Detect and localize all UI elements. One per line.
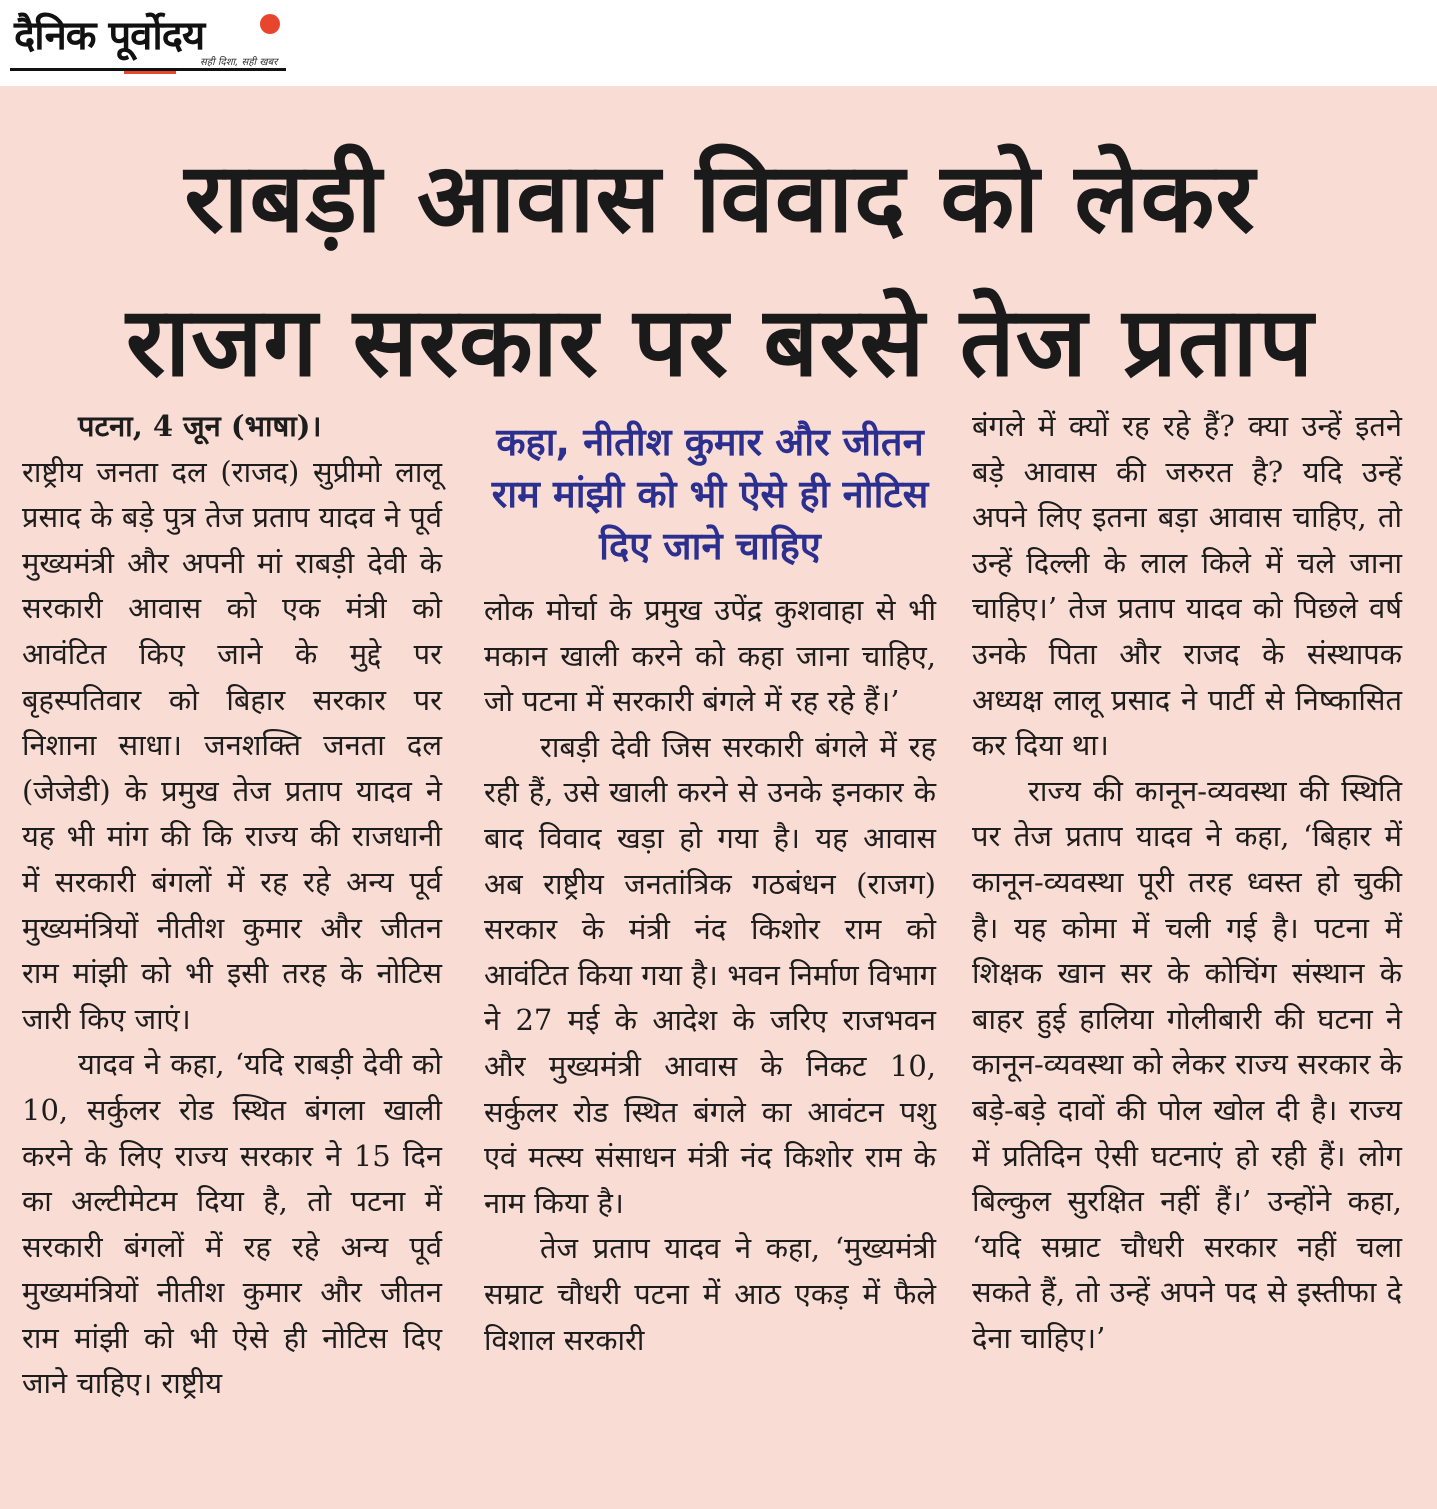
- logo-tagline: सही दिशा, सही खबर: [200, 57, 278, 68]
- dateline: पटना, 4 जून (भाषा)।: [78, 409, 322, 443]
- logo-underline-accent: [124, 71, 176, 74]
- paragraph: बंगले में क्यों रह रहे हैं? क्या उन्हें इतने बड़े आवास की जरुरत है? यदि उन्हें अपने लिए इतना बड़ा आवास चाहिए, तो उन्हें दिल्ली के लाल किले में चले जाना चाहिए।’ तेज प्रताप यादव को पिछले वर्ष उनके पिता और राजद के संस्थापक अध्यक्ष लालू प्रसाद ने पार्टी से निष्कासित कर दिया था।: [972, 409, 1402, 763]
- masthead: [0, 0, 1437, 86]
- paragraph: राबड़ी देवी जिस सरकारी बंगले में रह रही हैं, उसे खाली करने से उनके इनकार के बाद विवाद खड़ा हो गया है। यह आवास अब राष्ट्रीय जनतांत्रिक गठबंधन (राजग) सरकार के मंत्री नंद किशोर राम को आवंटित किया गया है। भवन निर्माण विभाग ने 27 मई के आदेश के जरिए राजभवन और मुख्यमंत्री आवास के निकट 10, सर्कुलर रोड स्थित बंगले का आवंटन पशु एवं मत्स्य संसाधन मंत्री नंद किशोर राम के नाम किया है।: [484, 729, 936, 1220]
- pull-quote: कहा, नीतीश कुमार और जीतन राम मांझी को भी ऐसे ही नोटिस दिए जाने चाहिए: [491, 420, 929, 568]
- headline-line-1: राबड़ी आवास विवाद को लेकर: [184, 142, 1256, 254]
- article-column-2: [484, 416, 936, 1363]
- paragraph: लोक मोर्चा के प्रमुख उपेंद्र कुशवाहा से भी मकान खाली करने को कहा जाना चाहिए, जो पटना में सरकारी बंगले में रह रहे हैं।’: [484, 593, 936, 719]
- logo-dot-icon: [260, 14, 280, 34]
- article-column-1: [22, 404, 442, 1407]
- article-page: [0, 86, 1437, 1509]
- headline: [20, 126, 1420, 414]
- paragraph: राष्ट्रीय जनता दल (राजद) सुप्रीमो लालू प्रसाद के बड़े पुत्र तेज प्रताप यादव ने पूर्व मुख्यमंत्री और अपनी मां राबड़ी देवी के सरकारी आवास को एक मंत्री को आवंटित किए जाने के मुद्दे पर बृहस्पतिवार को बिहार सरकार पर निशाना साधा। जनशक्ति जनता दल (जेजेडी) के प्रमुख तेज प्रताप यादव ने यह भी मांग की कि राज्य की राजधानी में सरकारी बंगलों में रह रहे अन्य पूर्व मुख्यमंत्रियों नीतीश कुमार और जीतन राम मांझी को भी इसी तरह के नोटिस जारी किए जाएं।: [22, 454, 442, 1036]
- newspaper-logo: दैनिक पूर्वोदय: [14, 13, 205, 59]
- paragraph: राज्य की कानून-व्यवस्था की स्थिति पर तेज प्रताप यादव ने कहा, ‘बिहार में कानून-व्यवस्था पूरी तरह ध्वस्त हो चुकी है। यह कोमा में चली गई है। पटना में शिक्षक खान सर के कोचिंग संस्थान के बाहर हुई हालिया गोलीबारी की घटना ने कानून-व्यवस्था को लेकर राज्य सरकार के बड़े-बड़े दावों की पोल खोल दी है। राज्य में प्रतिदिन ऐसी घटनाएं हो रही हैं। लोग बिल्कुल सुरक्षित नहीं हैं।’ उन्होंने कहा, ‘यदि सम्राट चौधरी सरकार नहीं चला सकते हैं, तो उन्हें अपने पद से इस्तीफा दे देना चाहिए।’: [972, 773, 1402, 1355]
- article-column-3: [972, 404, 1402, 1361]
- paragraph: तेज प्रताप यादव ने कहा, ‘मुख्यमंत्री सम्राट चौधरी पटना में आठ एकड़ में फैले विशाल सरकारी: [484, 1231, 936, 1357]
- paragraph: यादव ने कहा, ‘यदि राबड़ी देवी को 10, सर्कुलर रोड स्थित बंगला खाली करने के लिए राज्य सरकार ने 15 दिन का अल्टीमेटम दिया है, तो पटना में सरकारी बंगलों में रह रहे अन्य पूर्व मुख्यमंत्रियों नीतीश कुमार और जीतन राम मांझी को भी ऐसे ही नोटिस दिए जाने चाहिए। राष्ट्रीय: [22, 1047, 442, 1401]
- headline-line-2: राजग सरकार पर बरसे तेज प्रताप: [126, 286, 1314, 398]
